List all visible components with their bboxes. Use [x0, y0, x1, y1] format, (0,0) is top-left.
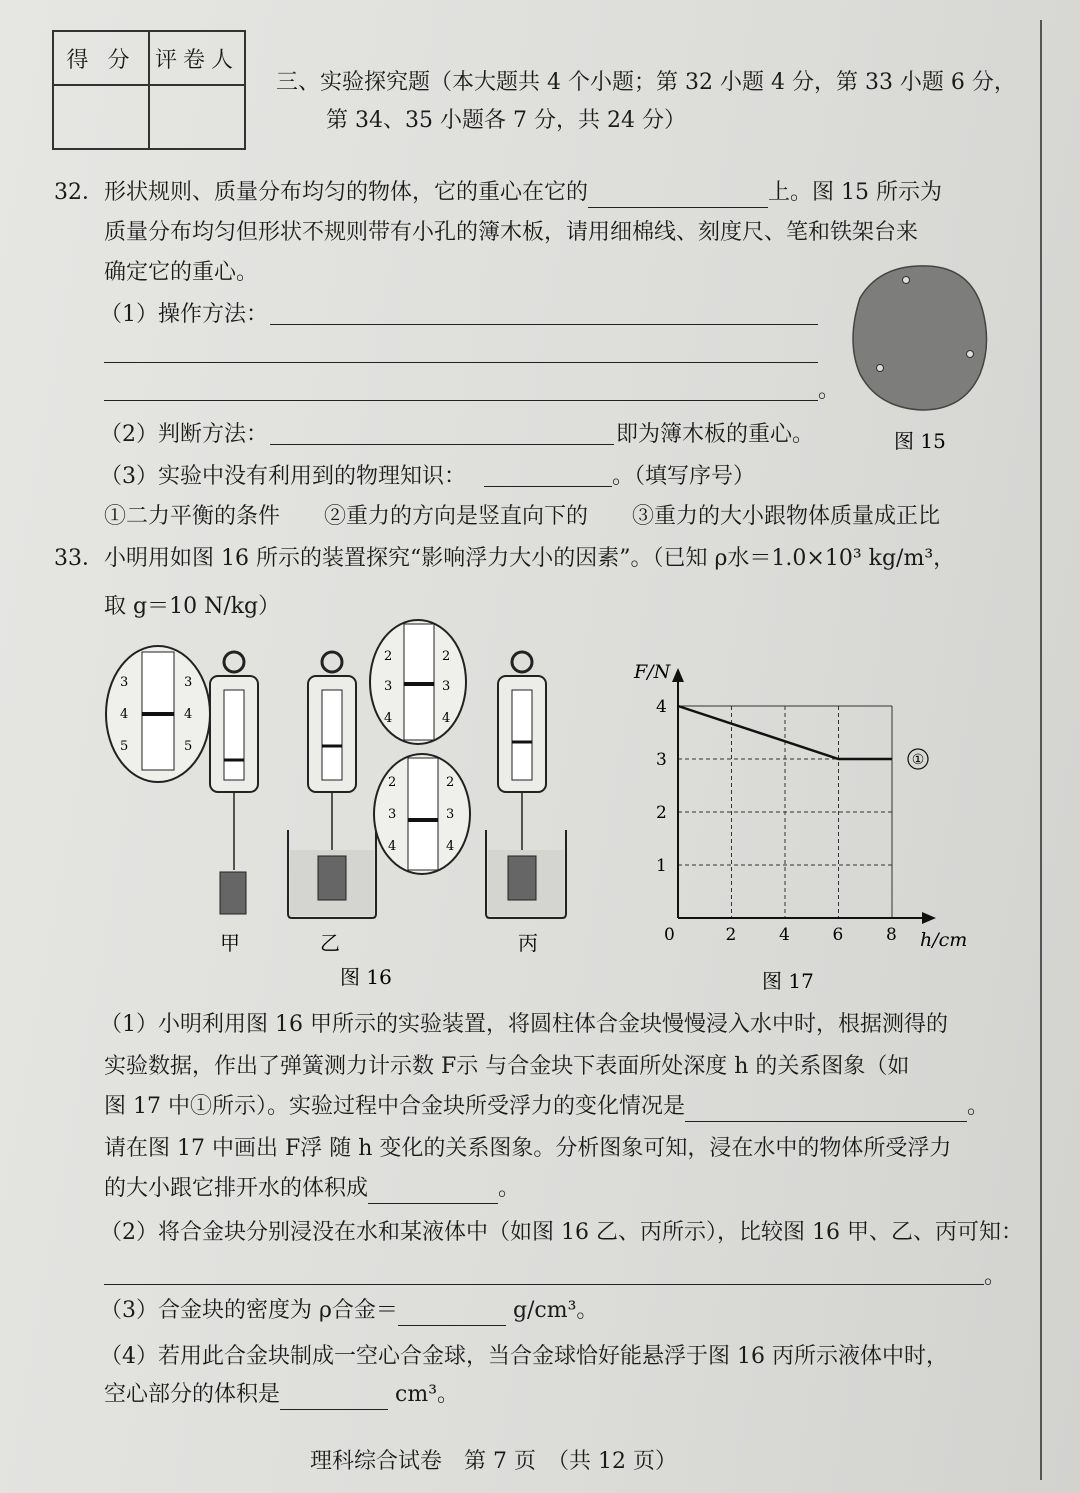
fig17-caption: 图 17	[762, 969, 814, 993]
chart-ticks	[656, 697, 897, 945]
svg-text:4: 4	[384, 711, 393, 726]
chart-xlabel: h/cm	[920, 929, 968, 951]
chart-grid	[678, 706, 892, 918]
q33-part3-b: g/cm³。	[512, 1298, 599, 1323]
q32-part2-label: （2）判断方法：	[100, 422, 268, 447]
board-hole-3	[877, 365, 884, 372]
svg-text:3: 3	[184, 675, 193, 690]
section-title-line2: 第 34、35 小题各 7 分，共 24 分）	[326, 108, 686, 133]
y-axis-arrow	[672, 668, 684, 682]
alloy-block-bing	[508, 856, 536, 900]
q33-part4-line2-b: cm³。	[395, 1382, 460, 1407]
svg-text:3: 3	[120, 675, 129, 690]
q33-part2-end: 。	[984, 1264, 1007, 1289]
q32-line3: 确定它的重心。	[104, 260, 259, 285]
q33-part1-line3-b: 。	[966, 1094, 989, 1119]
q33-part4-line2	[104, 1380, 459, 1410]
q33-part1-line5-b: 。	[498, 1176, 521, 1201]
section-title-line1: 三、实验探究题（本大题共 4 个小题；第 32 小题 4 分，第 33 小题 6 分，	[276, 70, 1016, 95]
q33-part1-line5-a: 的大小跟它排开水的体积成	[104, 1176, 369, 1201]
q33-part1-line5	[104, 1174, 520, 1204]
q33-part4-line2-a: 空心部分的体积是	[104, 1382, 281, 1407]
q32-part3-label: （3）实验中没有利用到的物理知识：	[100, 464, 466, 489]
board-hole-1	[903, 277, 910, 284]
svg-text:2: 2	[442, 649, 451, 664]
q33-blank-hollow-volume[interactable]	[280, 1385, 388, 1410]
board-hole-2	[967, 351, 974, 358]
svg-text:3: 3	[446, 807, 455, 822]
figure-17-chart	[620, 650, 1000, 998]
y-tick-label: 4	[656, 697, 667, 717]
page-footer: 理科综合试卷 第 7 页 （共 12 页）	[310, 1449, 677, 1474]
q33-part2-line1: （2）将合金块分别浸没在水和某液体中（如图 16 乙、丙所示），比较图 16 甲、乙、丙可知：	[100, 1220, 1023, 1245]
x-tick-label: 4	[779, 925, 790, 945]
svg-text:4: 4	[446, 839, 455, 854]
q33-part1-line4: 请在图 17 中画出 F浮 随 h 变化的关系图象。分析图象可知，浸在水中的物体所受浮力	[104, 1136, 952, 1161]
x-tick-label: 8	[886, 925, 897, 945]
svg-text:4: 4	[120, 707, 129, 722]
y-tick-label: 2	[656, 803, 667, 823]
q32-part2-blank[interactable]	[270, 444, 614, 445]
q33-part3	[100, 1296, 598, 1326]
series-label-1: ①	[911, 752, 925, 768]
figure-15	[840, 258, 1000, 458]
q32-part1-blank-1[interactable]	[270, 324, 818, 325]
svg-text:2: 2	[388, 775, 397, 790]
svg-text:4: 4	[442, 711, 451, 726]
fig16-label-yi: 乙	[320, 931, 340, 955]
q32-part1-blank-2[interactable]	[104, 362, 818, 363]
q33-blank-buoyancy-change[interactable]	[685, 1097, 967, 1122]
chart-series	[678, 706, 928, 769]
svg-text:5: 5	[120, 739, 129, 754]
score-table	[52, 30, 246, 150]
irregular-board-shape	[853, 266, 987, 410]
q32-part3-end: 。（填写序号）	[612, 464, 756, 489]
q32-line1-b: 上。图 15 所示为	[768, 180, 942, 205]
q32-blank-center[interactable]	[588, 183, 768, 208]
q32-part1-label: （1）操作方法：	[100, 302, 268, 327]
svg-text:2: 2	[384, 649, 393, 664]
fig16-caption: 图 16	[340, 965, 392, 989]
binding-line	[1040, 20, 1042, 1480]
x-axis-arrow	[922, 912, 936, 924]
q33-part3-a: （3）合金块的密度为 ρ合金＝	[100, 1298, 398, 1323]
q33-part4-line1: （4）若用此合金块制成一空心合金球，当合金球恰好能悬浮于图 16 丙所示液体中时，	[100, 1344, 948, 1369]
score-cell[interactable]	[53, 85, 149, 149]
svg-text:3: 3	[442, 679, 451, 694]
q33-part1-line2: 实验数据，作出了弹簧测力计示数 F示 与合金块下表面所处深度 h 的关系图象（如	[104, 1054, 910, 1079]
q33-part1-line3	[104, 1092, 989, 1122]
x-tick-label: 0	[664, 925, 675, 945]
svg-text:2: 2	[446, 775, 455, 790]
q32-part3-blank[interactable]	[484, 486, 612, 487]
q32-options: ①二力平衡的条件 ②重力的方向是竖直向下的 ③重力的大小跟物体质量成正比	[104, 504, 941, 529]
figure-16	[100, 618, 570, 996]
y-tick-label: 1	[656, 856, 667, 876]
zoom-bubble-yi	[370, 620, 466, 744]
q33-blank-proportion[interactable]	[368, 1179, 498, 1204]
alloy-block-yi	[318, 856, 346, 900]
q33-part2-blank[interactable]	[104, 1284, 984, 1285]
zoom-bubble-bing	[374, 754, 470, 874]
score-header: 得 分	[53, 31, 149, 85]
q33-line1: 33．小明用如图 16 所示的装置探究“影响浮力大小的因素”。（已知 ρ水＝1.0×10³ kg/m³，	[54, 546, 956, 571]
x-tick-label: 6	[832, 925, 844, 945]
x-tick-label: 2	[725, 925, 737, 945]
y-tick-label: 3	[656, 750, 667, 770]
svg-text:4: 4	[388, 839, 397, 854]
q32-line1-a: 32．形状规则、质量分布均匀的物体，它的重心在它的	[54, 180, 588, 205]
grader-header: 评卷人	[149, 31, 245, 85]
q32-line2: 质量分布均匀但形状不规则带有小孔的簿木板，请用细棉线、刻度尺、笔和铁架台来	[104, 220, 919, 245]
svg-text:3: 3	[388, 807, 397, 822]
svg-text:3: 3	[384, 679, 393, 694]
fig16-label-bing: 丙	[518, 931, 538, 955]
q32-part1-end: 。	[818, 378, 841, 403]
q33-part1-line1: （1）小明利用图 16 甲所示的实验装置，将圆柱体合金块慢慢浸入水中时，根据测得的	[100, 1012, 948, 1037]
grader-cell[interactable]	[149, 85, 245, 149]
svg-text:5: 5	[184, 739, 193, 754]
q32-part2-end: 即为簿木板的重心。	[616, 422, 815, 447]
chart-ylabel: F/N	[634, 661, 671, 683]
alloy-block-jia	[220, 872, 246, 914]
q32-part1-blank-3[interactable]	[104, 400, 818, 401]
spring-scale-yi	[288, 652, 376, 918]
q33-part1-line3-a: 图 17 中①所示）。实验过程中合金块所受浮力的变化情况是	[104, 1094, 685, 1119]
q33-line2: 取 g＝10 N/kg）	[104, 594, 281, 619]
q33-blank-density[interactable]	[398, 1301, 506, 1326]
svg-text:4: 4	[184, 707, 193, 722]
fig16-label-jia: 甲	[220, 931, 240, 955]
fig15-caption: 图 15	[894, 429, 946, 453]
q32-line1	[54, 178, 942, 208]
zoom-bubble-jia	[106, 646, 210, 782]
spring-scale-jia	[210, 652, 258, 914]
spring-scale-bing	[486, 652, 566, 918]
